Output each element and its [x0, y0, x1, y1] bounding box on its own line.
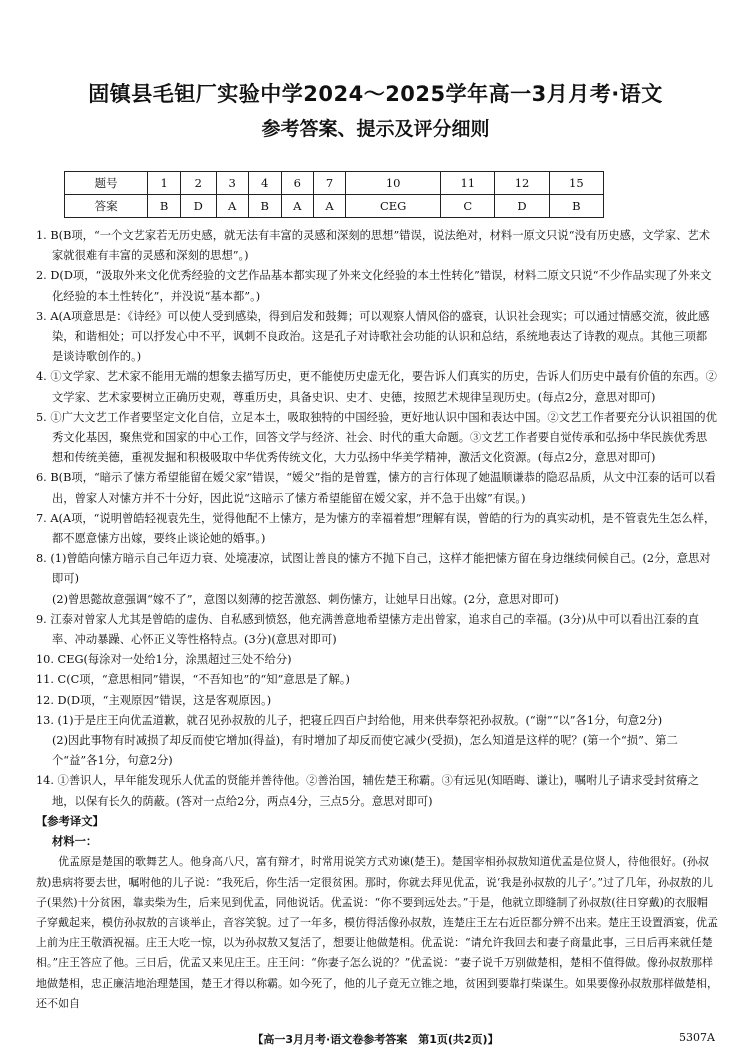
answer-item-13-part-2: (2)因此事物有时减损了却反而使它增加(得益)，有时增加了却反而使它减少(受损)，怎么知道是这样的呢？(第一个“损”、第二个“益”各1分，句意2分) [52, 734, 678, 768]
answer-cell: A [216, 195, 248, 218]
row-label-answer: 答案 [65, 195, 148, 218]
question-number: 4 [248, 172, 281, 195]
answer-cell: B [148, 195, 181, 218]
answer-item-2: 2. D(D项，“汲取外来文化优秀经验的文艺作品基本都实现了外来文化经验的本土性转化”错误，材料二原文只说“不少作品实现了外来文化经验的本土性转化”，并没说“基本都”。) [36, 269, 712, 303]
answer-item-11: 11. C(C项，“意思相同”错误，“不吾知也”的“知”意思是了解。) [36, 673, 350, 687]
answer-cell: C [441, 195, 495, 218]
answer-explanations [36, 226, 718, 1014]
page-title: 固镇县毛钽厂实验中学2024～2025学年高一3月月考·语文 [88, 82, 663, 106]
answer-cell: D [181, 195, 216, 218]
page-subtitle: 参考答案、提示及评分细则 [261, 118, 490, 140]
question-number: 10 [346, 172, 441, 195]
document-code: 5307A [679, 1031, 715, 1044]
row-label-number: 题号 [65, 172, 148, 195]
answer-item-8-part-1: 8. (1)曾皓向愫方暗示自己年迈力衰、处境凄凉，试图让善良的愫方不抛下自己，这样才能把愫方留在身边继续伺候自己。(2分，意思对即可) [36, 552, 711, 586]
answer-table [64, 171, 604, 218]
question-number: 12 [495, 172, 549, 195]
answer-item-8-part-2: (2)曾思懿故意强调“嫁不了”，意图以刻薄的挖苦激怒、刺伤愫方，让她早日出嫁。(2分，意思对即可) [52, 592, 559, 606]
question-number: 3 [216, 172, 248, 195]
answer-table-answer-row [65, 195, 604, 218]
answer-item-13-part-1: 13. (1)于是庄王向优孟道歉，就召见孙叔敖的儿子，把寝丘四百户封给他，用来供奉祭祀孙叔敖。(“谢”“以”各1分，句意2分) [36, 713, 663, 727]
answer-cell: B [549, 195, 603, 218]
page-footer: 【高一3月月考·语文卷参考答案 第1页(共2页)】 [252, 1033, 499, 1046]
answer-table-number-row [65, 172, 604, 195]
translation-text: 优孟原是楚国的歌舞艺人。他身高八尺，富有辩才，时常用说笑方式劝谏(楚王)。楚国宰相孙叔敖知道优孟是位贤人，待他很好。(孙叔敖)患病将要去世，嘱咐他的儿子说：“我死后，你生活一定很贫困。那时，你就去拜见优孟，说‘我是孙叔敖的儿子’。”过了几年，孙叔敖的儿子(果然)十分贫困，靠卖柴为生，后来见到优孟，同他说话。优孟说：“你不要到远处去。”于是，他就立即缝制了孙叔敖(往日穿戴)的衣服帽子穿戴起来，模仿孙叔敖的言谈举止，音容笑貌。过了一年多，模仿得活像孙叔敖，连楚庄王左右近臣都分辨不出来。楚庄王设置酒宴，优孟上前为庄王敬酒祝福。庄王大吃一惊，以为孙叔敖又复活了，想要让他做楚相。优孟说：“请允许我回去和妻子商量此事，三日后再来就任楚相。”庄王答应了他。三日后，优孟又来见庄王。庄王问：“你妻子怎么说的？”优孟说：“妻子说千万别做楚相，楚相不值得做。像孙叔敖那样地做楚相，忠正廉洁地治理楚国，楚王才得以称霸。如今死了，他的儿子竟无立锥之地，贫困到要靠打柴谋生。如果要像孙叔敖那样做楚相，还不如自 [36, 855, 718, 1010]
material-label: 材料一： [52, 835, 98, 849]
question-number: 1 [148, 172, 181, 195]
answer-item-12: 12. D(D项，“主观原因”错误，这是客观原因。) [36, 693, 272, 707]
answer-cell: D [495, 195, 549, 218]
question-number: 2 [181, 172, 216, 195]
answer-item-7: 7. A(A项，“说明曾皓轻视袁先生，觉得他配不上愫方，是为愫方的幸福着想”理解有误，曾皓的行为的真实动机，是不管袁先生怎么样，都不愿意愫方出嫁，要终止谈论她的婚事。) [36, 511, 716, 546]
answer-item-5: 5. ①广大文艺工作者要坚定文化自信，立足本土，吸取独特的中国经验，更好地认识中国和表达中国。②文艺工作者要充分认识祖国的优秀文化基因，聚焦党和国家的中心工作，回答文学与经济、社会、时代的重大命题。③文艺工作者要自觉传承和弘扬中华民族优秀思想和传统美德，重视发掘和积极吸取中华优秀传统文化，大力弘扬中华美学精神，激活文化资源。(每点2分，意思对即可) [36, 410, 717, 465]
answer-cell: A [313, 195, 345, 218]
answer-item-6: 6. B(B项，“暗示了愫方希望能留在嫒父家”错误，“嫒父”指的是曾霆，愫方的言行体现了她温顺谦恭的隐忍品质，从文中江泰的话可以看出，曾家人对愫方并不十分好，因此说“这暗示了愫方希望能留在嫒父家，并不急于出嫁”有误。) [36, 471, 716, 505]
translation-heading: 【参考译文】 [36, 814, 104, 828]
question-number: 15 [549, 172, 603, 195]
question-number: 11 [441, 172, 495, 195]
answer-item-3: 3. A(A项意思是：《诗经》可以使人受到感染，得到启发和鼓舞；可以观察人情风俗的盛衰，认识社会现实；可以通过情感交流，彼此感染，和谐相处；可以抒发心中不平，讽刺不良政治。这是孔子对诗歌社会功能的认识和总结，系统地表达了诗教的观点。其他三项都是谈诗歌创作的。) [36, 309, 710, 364]
answer-item-1: 1. B(B项，“一个文艺家若无历史感，就无法有丰富的灵感和深刻的思想”错误，说法绝对，材料一原文只说“没有历史感，文学家、艺术家就很难有丰富的灵感和深刻的思想”。) [36, 229, 711, 263]
answer-item-4: 4. ①文学家、艺术家不能用无端的想象去描写历史，更不能使历史虚无化，要告诉人们真实的历史，告诉人们历史中最有价值的东西。②文学家、艺术家要树立正确历史观，尊重历史，具备史识、史才、史德，按照艺术规律呈现历史。(每点2分，意思对即可) [36, 370, 717, 404]
answer-cell: A [281, 195, 313, 218]
answer-item-10: 10. CEG(每涂对一处给1分，涂黑超过三处不给分) [36, 653, 292, 667]
answer-item-9: 9. 江泰对曾家人尤其是曾皓的虚伪、自私感到愤怒，他充满善意地希望愫方走出曾家，追求自己的幸福。(3分)从中可以看出江泰的直率、冲动暴躁、心怀正义等性格特点。(3分)(意思对即可) [36, 612, 700, 647]
question-number: 6 [281, 172, 313, 195]
answer-cell: CEG [346, 195, 441, 218]
answer-cell: B [248, 195, 281, 218]
question-number: 7 [313, 172, 345, 195]
answer-item-14: 14. ①善识人，早年能发现乐人优孟的贤能并善待他。②善治国，辅佐楚王称霸。③有远见(知晤晦、谦让)，嘱咐儿子请求受封贫瘠之地，以保有长久的荫蔽。(答对一点给2分，两点4分，三点5分。意思对即可) [36, 774, 700, 808]
